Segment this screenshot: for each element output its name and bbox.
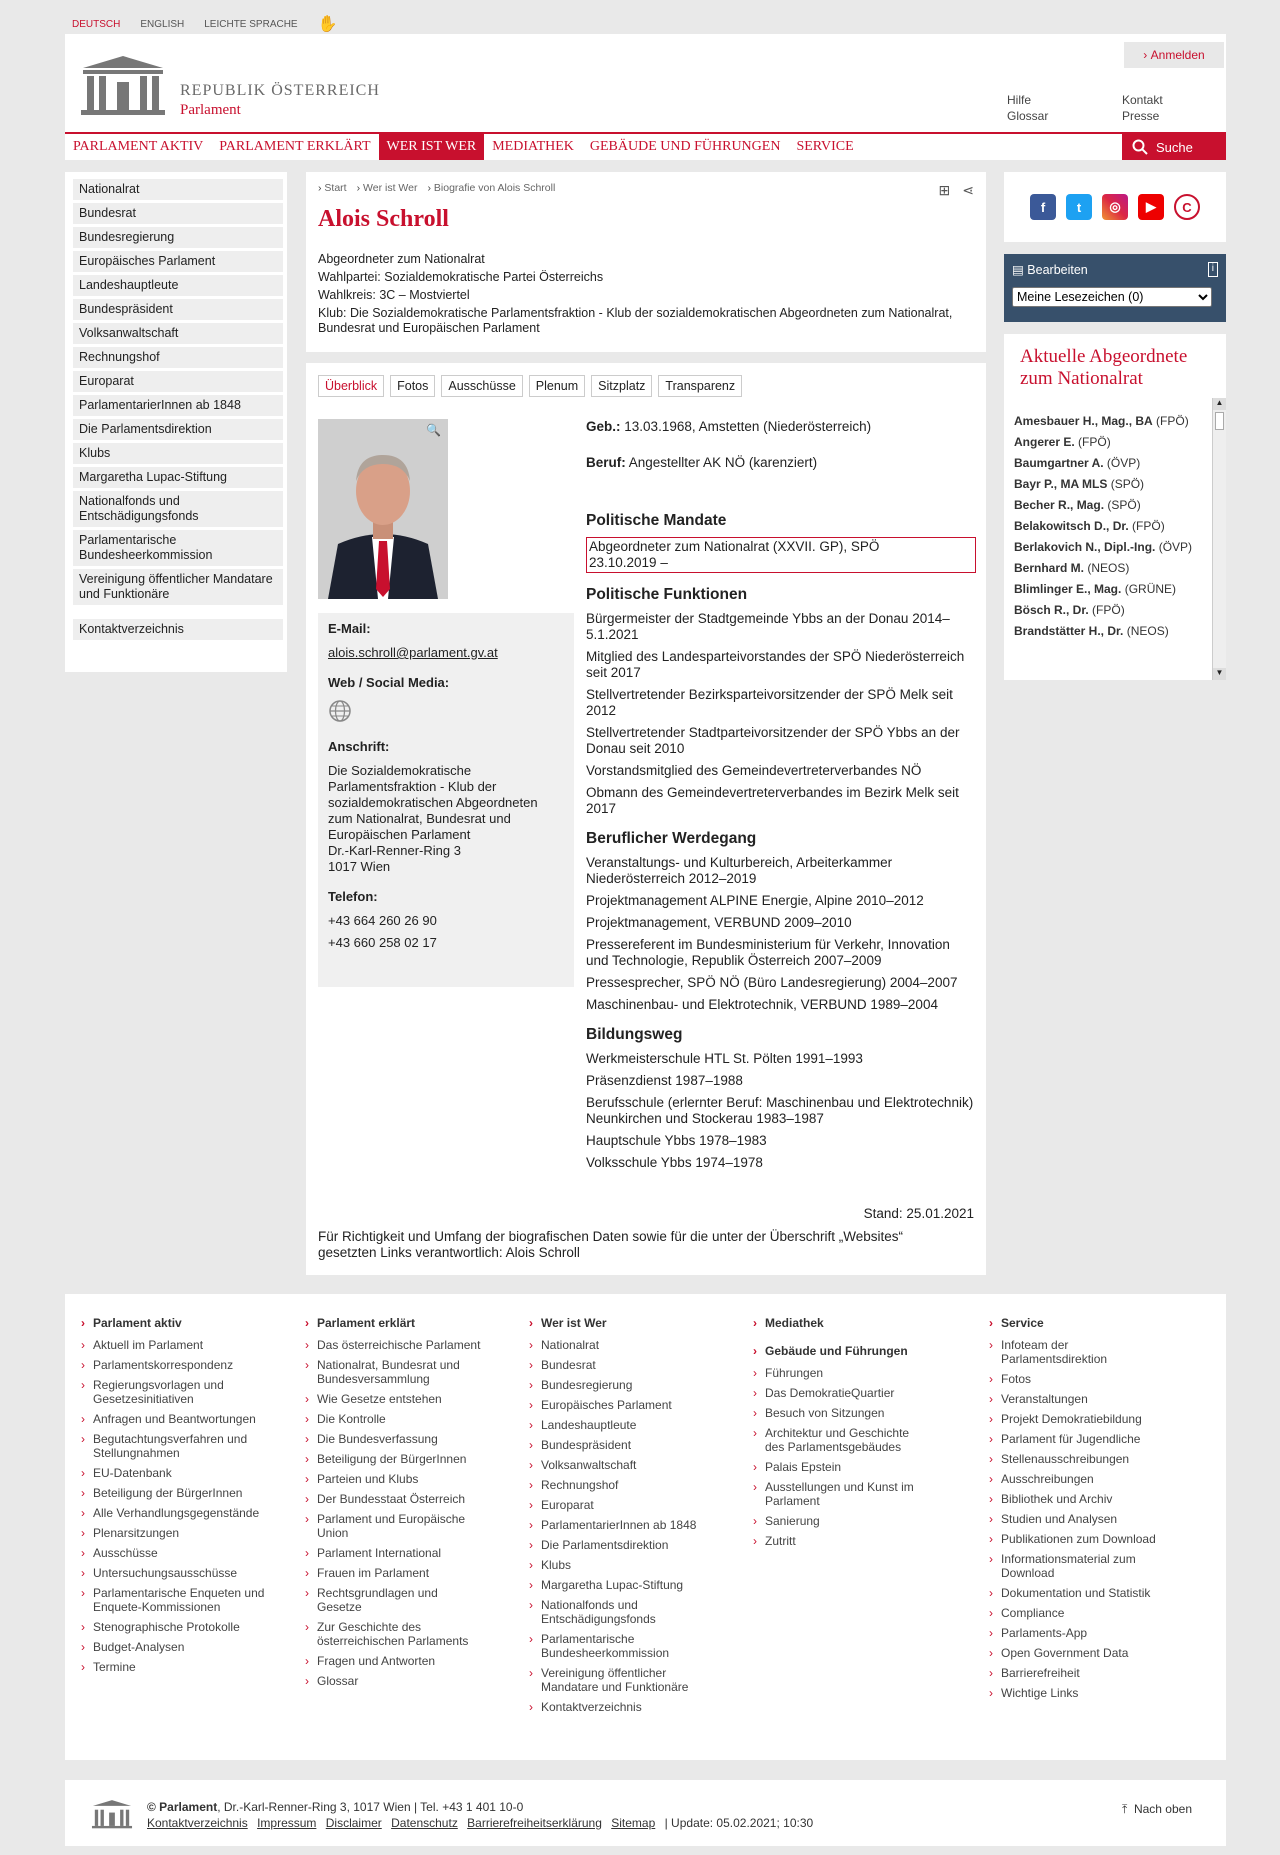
footer-link[interactable]: › Die Bundesverfassung bbox=[303, 1432, 483, 1446]
footer-col-service bbox=[987, 1316, 1167, 1706]
sidebar-item[interactable]: Nationalrat bbox=[73, 179, 283, 200]
footer-link[interactable]: › Zutritt bbox=[751, 1534, 931, 1548]
list-item: Projektmanagement, VERBUND 2009–2010 bbox=[586, 915, 852, 930]
person-party: Wahlpartei: Sozialdemokratische Partei Österreichs bbox=[318, 270, 604, 284]
list-item: Pressereferent im Bundesministerium für Verkehr, Innovation und Technologie, Republik Österreich 2007–2009 bbox=[586, 937, 950, 968]
nav-service[interactable]: SERVICE bbox=[796, 139, 854, 154]
footer-link[interactable]: › Parlament und Europäische Union bbox=[303, 1512, 483, 1540]
sign-language-icon[interactable]: ✋ bbox=[317, 16, 338, 33]
bookmarks-select[interactable] bbox=[1012, 287, 1212, 307]
sidebar bbox=[65, 172, 287, 672]
list-item[interactable]: Belakowitsch D., Dr. (FPÖ) bbox=[1014, 519, 1165, 533]
footer-link[interactable]: › Regierungsvorlagen und Gesetzesinitiativen bbox=[79, 1378, 269, 1406]
bottom-link[interactable]: Barrierefreiheitserklärung bbox=[467, 1816, 602, 1830]
footer-link[interactable]: › Parlamentskorrespondenz bbox=[79, 1358, 269, 1372]
zoom-icon[interactable]: 🔍 bbox=[426, 423, 441, 437]
mps-scrollbar[interactable] bbox=[1212, 398, 1226, 680]
footer-link[interactable]: › Parlament International bbox=[303, 1546, 483, 1560]
breadcrumb-item[interactable]: › Start bbox=[318, 182, 347, 194]
list-item[interactable]: Blimlinger E., Mag. (GRÜNE) bbox=[1014, 582, 1177, 596]
help-link[interactable]: Hilfe bbox=[1007, 93, 1032, 107]
list-item[interactable]: Berlakovich N., Dipl.-Ing. (ÖVP) bbox=[1014, 540, 1193, 554]
address bbox=[328, 763, 564, 875]
list-item: Maschinenbau- und Elektrotechnik, VERBUND 1989–2004 bbox=[586, 997, 938, 1012]
sidebar-item[interactable]: Klubs bbox=[73, 443, 283, 464]
footer-link[interactable]: › Veranstaltungen bbox=[987, 1392, 1167, 1406]
footer-link[interactable]: › Ausstellungen und Kunst im Parlament bbox=[751, 1480, 931, 1508]
profession: Beruf: Angestellter AK NÖ (karenziert) bbox=[586, 455, 818, 470]
list-item: Pressesprecher, SPÖ NÖ (Büro Landesregierung) 2004–2007 bbox=[586, 975, 958, 990]
copyright: © Parlament bbox=[147, 1800, 218, 1814]
sidebar-item[interactable]: Die Parlamentsdirektion bbox=[73, 419, 283, 440]
footer-link[interactable]: › Parlamentarische Bundesheerkommission bbox=[527, 1632, 707, 1660]
glossary-link[interactable]: Glossar bbox=[1007, 109, 1049, 123]
address-line: Die Sozialdemokratische Parlamentsfraktion - Klub der sozialdemokratischen Abgeordneten zum Nationalrat, Bundesrat und Europäischen Parlament bbox=[328, 763, 538, 842]
contact-box bbox=[318, 613, 574, 987]
facebook-icon[interactable]: f bbox=[1030, 194, 1056, 220]
bottom-link[interactable]: Datenschutz bbox=[391, 1816, 458, 1830]
email-label: E-Mail: bbox=[328, 621, 371, 636]
parliament-logo-small-icon bbox=[91, 1798, 133, 1830]
footer-link[interactable]: › Studien und Analysen bbox=[987, 1512, 1167, 1526]
edit-title: ▤ Bearbeiten bbox=[1012, 263, 1088, 277]
share-icon[interactable]: ⋖ bbox=[962, 182, 974, 198]
footer-link[interactable]: › Termine bbox=[79, 1660, 269, 1674]
breadcrumb bbox=[318, 182, 555, 194]
tab-sitzplatz[interactable]: Sitzplatz bbox=[591, 375, 652, 397]
list-item: Stellvertretender Bezirksparteivorsitzender der SPÖ Melk seit 2012 bbox=[586, 687, 953, 718]
globe-icon[interactable] bbox=[328, 699, 564, 727]
mandate-entry: Abgeordneter zum Nationalrat (XXVII. GP), SPÖ 23.10.2019 – bbox=[586, 537, 976, 573]
footer-heading[interactable]: › Parlament erklärt bbox=[303, 1316, 483, 1330]
sidebar-item[interactable]: Rechnungshof bbox=[73, 347, 283, 368]
contact-link[interactable]: Kontakt bbox=[1122, 93, 1163, 107]
footer-col-erklaert bbox=[303, 1316, 483, 1694]
person-header bbox=[306, 172, 986, 352]
bio-disclaimer: Für Richtigkeit und Umfang der biografischen Daten sowie für die unter der Überschrift „Websites“ gesetzten Links verantwortlich: Alois Schroll bbox=[318, 1229, 904, 1260]
nav-parlament-aktiv[interactable]: PARLAMENT AKTIV bbox=[73, 139, 204, 154]
social-links bbox=[1004, 172, 1226, 242]
mps-list bbox=[1014, 414, 1204, 645]
page-title: Alois Schroll bbox=[318, 206, 449, 232]
sidebar-item[interactable]: Margaretha Lupac-Stiftung bbox=[73, 467, 283, 488]
footer-link[interactable]: › Zur Geschichte des österreichischen Parlaments bbox=[303, 1620, 483, 1648]
address-line: Dr.-Karl-Renner-Ring 3 bbox=[328, 843, 461, 858]
footer-link[interactable]: › Nationalfonds und Entschädigungsfonds bbox=[527, 1598, 707, 1626]
bottom-link[interactable]: Impressum bbox=[257, 1816, 317, 1830]
press-link[interactable]: Presse bbox=[1122, 109, 1160, 123]
footer-link[interactable]: › Palais Epstein bbox=[751, 1460, 931, 1474]
footer-link[interactable]: › Open Government Data bbox=[987, 1646, 1167, 1660]
list-item: Volksschule Ybbs 1974–1978 bbox=[586, 1155, 763, 1170]
sidebar-item[interactable]: Bundesregierung bbox=[73, 227, 283, 248]
sidebar-item[interactable]: Volksanwaltschaft bbox=[73, 323, 283, 344]
sidebar-item[interactable]: Parlamentarische Bundesheerkommission bbox=[73, 530, 283, 566]
footer-link[interactable]: › Das österreichische Parlament bbox=[303, 1338, 483, 1352]
nav-gebaeude[interactable]: GEBÄUDE UND FÜHRUNGEN bbox=[589, 139, 781, 154]
footer-col-aktiv bbox=[79, 1316, 269, 1680]
list-item[interactable]: Baumgartner A. (ÖVP) bbox=[1014, 456, 1141, 470]
phone-label: Telefon: bbox=[328, 889, 378, 904]
twitter-icon[interactable]: t bbox=[1066, 194, 1092, 220]
footer-link[interactable]: › Untersuchungsausschüsse bbox=[79, 1566, 269, 1580]
functions-heading: Politische Funktionen bbox=[586, 586, 748, 603]
footer-link[interactable]: › Parlament für Jugendliche bbox=[987, 1432, 1167, 1446]
footer-link[interactable]: › EU-Datenbank bbox=[79, 1466, 269, 1480]
footer-link[interactable]: › Der Bundesstaat Österreich bbox=[303, 1492, 483, 1506]
footer-link[interactable]: › Bibliothek und Archiv bbox=[987, 1492, 1167, 1506]
logo-title: REPUBLIK ÖSTERREICH bbox=[180, 82, 380, 99]
footer-link[interactable]: › Kontaktverzeichnis bbox=[527, 1700, 707, 1714]
footer-link[interactable]: › Volksanwaltschaft bbox=[527, 1458, 707, 1472]
footer-link[interactable]: › Glossar bbox=[303, 1674, 483, 1688]
born: Geb.: 13.03.1968, Amstetten (Niederösterreich) bbox=[586, 419, 872, 434]
footer-link[interactable]: › Aktuell im Parlament bbox=[79, 1338, 269, 1352]
footer-link[interactable]: › Beteiligung der BürgerInnen bbox=[79, 1486, 269, 1500]
footer-link[interactable]: › Europarat bbox=[527, 1498, 707, 1512]
bottom-text bbox=[147, 1799, 813, 1831]
tab-ausschuesse[interactable]: Ausschüsse bbox=[441, 375, 522, 397]
biography bbox=[586, 419, 976, 1177]
footer-link[interactable]: › Rechtsgrundlagen und Gesetze bbox=[303, 1586, 483, 1614]
footer-heading[interactable]: › Service bbox=[987, 1316, 1167, 1330]
footer-link[interactable]: › Vereinigung öffentlicher Mandatare und Funktionäre bbox=[527, 1666, 707, 1694]
footer-link[interactable]: › Budget-Analysen bbox=[79, 1640, 269, 1654]
tab-ueberblick[interactable]: Überblick bbox=[318, 375, 384, 397]
app-icon[interactable]: C bbox=[1174, 194, 1200, 220]
footer-col-mediathek bbox=[751, 1316, 931, 1554]
sidebar-item-contacts[interactable]: Kontaktverzeichnis bbox=[73, 619, 283, 640]
footer-link[interactable]: › Infoteam der Parlamentsdirektion bbox=[987, 1338, 1167, 1366]
list-item: Veranstaltungs- und Kulturbereich, Arbeiterkammer Niederösterreich 2012–2019 bbox=[586, 855, 893, 886]
scroll-down-icon[interactable]: ▼ bbox=[1213, 668, 1226, 680]
youtube-icon[interactable]: ▶ bbox=[1138, 194, 1164, 220]
footer-link[interactable]: › Architektur und Geschichte des Parlamentsgebäudes bbox=[751, 1426, 931, 1454]
tab-transparenz[interactable]: Transparenz bbox=[658, 375, 742, 397]
back-to-top-link[interactable]: ⤒ Nach oben bbox=[1121, 1802, 1192, 1816]
list-item[interactable]: Bayr P., MA MLS (SPÖ) bbox=[1014, 477, 1145, 491]
bookmark-add-icon[interactable]: ⊞ bbox=[938, 182, 951, 198]
nav-parlament-erklaert[interactable]: PARLAMENT ERKLÄRT bbox=[219, 139, 371, 154]
edit-header bbox=[1012, 262, 1218, 277]
footer-link[interactable]: › ParlamentarierInnen ab 1848 bbox=[527, 1518, 707, 1532]
footer-link[interactable]: › Sanierung bbox=[751, 1514, 931, 1528]
edit-panel bbox=[1004, 254, 1226, 322]
list-item: Werkmeisterschule HTL St. Pölten 1991–1993 bbox=[586, 1051, 863, 1066]
list-item: Obmann des Gemeindevertreterverbandes im Bezirk Melk seit 2017 bbox=[586, 785, 959, 816]
mandates-heading: Politische Mandate bbox=[586, 512, 727, 529]
footer-link[interactable]: › Nationalrat bbox=[527, 1338, 707, 1352]
lang-easy[interactable]: LEICHTE SPRACHE bbox=[204, 18, 298, 30]
footer-heading[interactable]: › Mediathek bbox=[751, 1316, 931, 1330]
sidebar-item[interactable]: Europäisches Parlament bbox=[73, 251, 283, 272]
main-nav bbox=[65, 132, 1226, 160]
login-button[interactable]: › Anmelden bbox=[1124, 42, 1224, 68]
list-item[interactable]: Amesbauer H., Mag., BA (FPÖ) bbox=[1014, 414, 1189, 428]
search-icon bbox=[1132, 139, 1148, 155]
logo-subtitle: Parlament bbox=[180, 102, 241, 118]
sidebar-item[interactable]: ParlamentarierInnen ab 1848 bbox=[73, 395, 283, 416]
footer-link[interactable]: › Parteien und Klubs bbox=[303, 1472, 483, 1486]
footer-link[interactable]: › Margaretha Lupac-Stiftung bbox=[527, 1578, 707, 1592]
footer-link[interactable]: › Wichtige Links bbox=[987, 1686, 1167, 1700]
phone[interactable]: +43 664 260 26 90 bbox=[328, 913, 437, 928]
tab-plenum[interactable]: Plenum bbox=[529, 375, 585, 397]
info-icon[interactable]: i bbox=[1208, 262, 1218, 277]
footer-heading[interactable]: › Parlament aktiv bbox=[79, 1316, 269, 1330]
footer-link[interactable]: › Besuch von Sitzungen bbox=[751, 1406, 931, 1420]
footer-link[interactable]: › Bundesregierung bbox=[527, 1378, 707, 1392]
mps-title: Aktuelle Abgeordnete zum Nationalrat bbox=[1020, 346, 1188, 389]
portrait-image bbox=[318, 419, 448, 599]
bottom-link[interactable]: Kontaktverzeichnis bbox=[147, 1816, 248, 1830]
scroll-up-icon[interactable]: ▲ bbox=[1213, 398, 1226, 410]
phone[interactable]: +43 660 258 02 17 bbox=[328, 935, 437, 950]
list-item[interactable]: Bernhard M. (NEOS) bbox=[1014, 561, 1130, 575]
footer-link[interactable]: › Führungen bbox=[751, 1366, 931, 1380]
footer-heading[interactable]: › Gebäude und Führungen bbox=[751, 1344, 931, 1358]
person-role: Abgeordneter zum Nationalrat bbox=[318, 252, 485, 266]
nav-wer-ist-wer[interactable]: WER IST WER bbox=[379, 134, 485, 160]
footer-link[interactable]: › Stenographische Protokolle bbox=[79, 1620, 269, 1634]
footer-link[interactable]: › Klubs bbox=[527, 1558, 707, 1572]
education-heading: Bildungsweg bbox=[586, 1026, 683, 1043]
footer-link[interactable]: › Fragen und Antworten bbox=[303, 1654, 483, 1668]
person-info bbox=[318, 252, 958, 339]
career-heading: Beruflicher Werdegang bbox=[586, 830, 757, 847]
help-links bbox=[1007, 92, 1048, 124]
person-district: Wahlkreis: 3C – Mostviertel bbox=[318, 288, 470, 302]
footer-link[interactable]: › Europäisches Parlament bbox=[527, 1398, 707, 1412]
current-mps bbox=[1004, 334, 1226, 680]
list-item: Mitglied des Landesparteivorstandes der SPÖ Niederösterreich seit 2017 bbox=[586, 649, 965, 680]
list-item[interactable]: Bösch R., Dr. (FPÖ) bbox=[1014, 603, 1125, 617]
footer-link[interactable]: › Dokumentation und Statistik bbox=[987, 1586, 1167, 1600]
header bbox=[65, 34, 1226, 132]
footer-link[interactable]: › Landeshauptleute bbox=[527, 1418, 707, 1432]
search-button[interactable]: Suche bbox=[1122, 134, 1226, 160]
nav-mediathek[interactable]: MEDIATHEK bbox=[492, 139, 574, 154]
footer-link[interactable]: › Die Kontrolle bbox=[303, 1412, 483, 1426]
list-item: Berufsschule (erlernter Beruf: Maschinenbau und Elektrotechnik) Neunkirchen und Stockerau 1983–1987 bbox=[586, 1095, 974, 1126]
email-link[interactable]: alois.schroll@parlament.gv.at bbox=[328, 645, 498, 660]
footer-link[interactable]: › Parlamentarische Enqueten und Enquete-Kommissionen bbox=[79, 1586, 269, 1614]
footer-link[interactable]: › Frauen im Parlament bbox=[303, 1566, 483, 1580]
footer-link[interactable]: › Alle Verhandlungsgegenstände bbox=[79, 1506, 269, 1520]
sidebar-item[interactable]: Europarat bbox=[73, 371, 283, 392]
bottom-address: , Dr.-Karl-Renner-Ring 3, 1017 Wien | Tel. +43 1 401 10-0 bbox=[217, 1800, 524, 1814]
footer-link[interactable]: › Bundespräsident bbox=[527, 1438, 707, 1452]
footer-link[interactable]: › Rechnungshof bbox=[527, 1478, 707, 1492]
parliament-logo-icon[interactable] bbox=[79, 54, 167, 116]
contact-links bbox=[1122, 92, 1163, 124]
list-item: Stellvertretender Stadtparteivorsitzender der SPÖ Ybbs an der Donau seit 2010 bbox=[586, 725, 960, 756]
lang-english[interactable]: ENGLISH bbox=[140, 18, 185, 30]
footer-link[interactable]: › Publikationen zum Download bbox=[987, 1532, 1167, 1546]
footer-link[interactable]: › Projekt Demokratiebildung bbox=[987, 1412, 1167, 1426]
last-update: | Update: 05.02.2021; 10:30 bbox=[664, 1816, 814, 1830]
list-item: Vorstandsmitglied des Gemeindevertreterverbandes NÖ bbox=[586, 763, 922, 778]
scroll-thumb[interactable] bbox=[1215, 412, 1224, 430]
sidebar-item[interactable]: Bundespräsident bbox=[73, 299, 283, 320]
tabs bbox=[318, 375, 742, 397]
footer-link[interactable]: › Ausschreibungen bbox=[987, 1472, 1167, 1486]
footer-link[interactable]: › Begutachtungsverfahren und Stellungnahmen bbox=[79, 1432, 269, 1460]
sidebar-item[interactable]: Nationalfonds und Entschädigungsfonds bbox=[73, 491, 283, 527]
list-item[interactable]: Angerer E. (FPÖ) bbox=[1014, 435, 1111, 449]
breadcrumb-item[interactable]: › Wer ist Wer bbox=[357, 182, 418, 194]
list-item: Projektmanagement ALPINE Energie, Alpine 2010–2012 bbox=[586, 893, 924, 908]
list-item: Bürgermeister der Stadtgemeinde Ybbs an der Donau 2014–5.1.2021 bbox=[586, 611, 950, 642]
person-club: Klub: Die Sozialdemokratische Parlamentsfraktion - Klub der sozialdemokratischen Abgeordneten zum Nationalrat, Bundesrat und Europäischen Parlament bbox=[318, 306, 953, 335]
footer-link[interactable]: › Beteiligung der BürgerInnen bbox=[303, 1452, 483, 1466]
footer-link[interactable]: › Bundesrat bbox=[527, 1358, 707, 1372]
footer-link[interactable]: › Nationalrat, Bundesrat und Bundesversammlung bbox=[303, 1358, 483, 1386]
list-item: Hauptschule Ybbs 1978–1983 bbox=[586, 1133, 767, 1148]
web-label: Web / Social Media: bbox=[328, 675, 450, 690]
footer bbox=[65, 1294, 1226, 1760]
sidebar-item[interactable]: Bundesrat bbox=[73, 203, 283, 224]
bottom-link[interactable]: Sitemap bbox=[611, 1816, 656, 1830]
footer-link[interactable]: › Anfragen und Beantwortungen bbox=[79, 1412, 269, 1426]
footer-col-wer bbox=[527, 1316, 707, 1720]
footer-link[interactable]: › Das DemokratieQuartier bbox=[751, 1386, 931, 1400]
tab-fotos[interactable]: Fotos bbox=[390, 375, 435, 397]
footer-link[interactable]: › Die Parlamentsdirektion bbox=[527, 1538, 707, 1552]
footer-link[interactable]: › Parlaments-App bbox=[987, 1626, 1167, 1640]
person-detail bbox=[306, 363, 986, 1275]
list-item[interactable]: Brandstätter H., Dr. (NEOS) bbox=[1014, 624, 1169, 638]
lang-deutsch[interactable]: DEUTSCH bbox=[72, 18, 121, 30]
list-item[interactable]: Becher R., Mag. (SPÖ) bbox=[1014, 498, 1141, 512]
address-label: Anschrift: bbox=[328, 739, 390, 754]
bottom-link[interactable]: Disclaimer bbox=[325, 1816, 382, 1830]
address-line: 1017 Wien bbox=[328, 859, 391, 874]
footer-heading[interactable]: › Wer ist Wer bbox=[527, 1316, 707, 1330]
footer-link[interactable]: › Fotos bbox=[987, 1372, 1167, 1386]
instagram-icon[interactable]: ◎ bbox=[1102, 194, 1128, 220]
sidebar-item[interactable]: Vereinigung öffentlicher Mandatare und Funktionäre bbox=[73, 569, 283, 605]
breadcrumb-item: › Biografie von Alois Schroll bbox=[427, 182, 555, 194]
footer-link[interactable]: › Plenarsitzungen bbox=[79, 1526, 269, 1540]
footer-link[interactable]: › Ausschüsse bbox=[79, 1546, 269, 1560]
list-item: Präsenzdienst 1987–1988 bbox=[586, 1073, 743, 1088]
footer-link[interactable]: › Barrierefreiheit bbox=[987, 1666, 1167, 1680]
footer-link[interactable]: › Compliance bbox=[987, 1606, 1167, 1620]
footer-link[interactable]: › Stellenausschreibungen bbox=[987, 1452, 1167, 1466]
person-photo[interactable] bbox=[318, 419, 448, 599]
footer-link[interactable]: › Informationsmaterial zum Download bbox=[987, 1552, 1167, 1580]
bottom-bar bbox=[65, 1780, 1226, 1846]
page-tools bbox=[939, 182, 974, 199]
sidebar-item[interactable]: Landeshauptleute bbox=[73, 275, 283, 296]
language-bar bbox=[72, 14, 338, 34]
footer-link[interactable]: › Wie Gesetze entstehen bbox=[303, 1392, 483, 1406]
status-date: Stand: 25.01.2021 bbox=[863, 1206, 974, 1221]
